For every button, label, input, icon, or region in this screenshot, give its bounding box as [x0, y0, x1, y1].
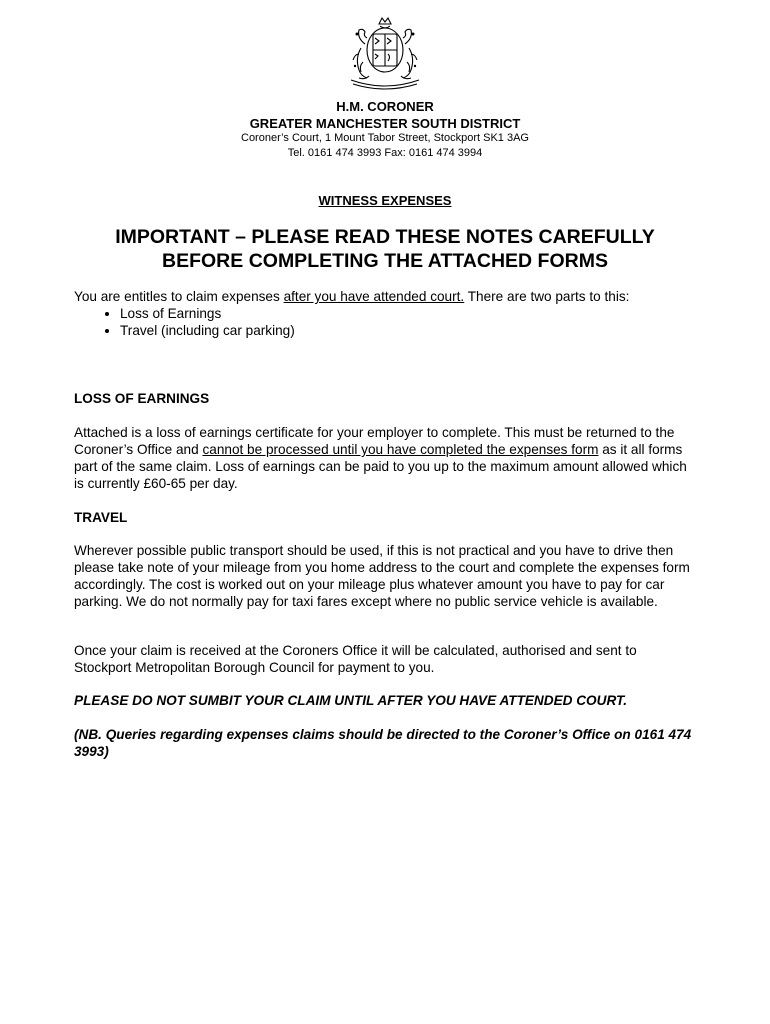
- travel-paragraph: Wherever possible public transport should be used, if this is not practical and you have to drive then please take note of your mileage from you home address to the court and complete the expenses form accordingly. The cost is worked out on your mileage plus whatever amount you have to pay for car parking. We do not normally pay for taxi fares except where no public service vehicle is available.: [74, 543, 690, 609]
- loss-of-earnings-heading: LOSS OF EARNINGS: [74, 391, 210, 406]
- loss-text-2: as it all forms part of the same claim. Loss of earnings can be paid to you up to the maximum amount allowed which is currently £60-65 per day.: [74, 442, 687, 491]
- important-notice-heading: [0, 225, 770, 273]
- intro-paragraph: [74, 288, 694, 339]
- travel-heading: TRAVEL: [74, 510, 128, 525]
- claim-process-paragraph: Once your claim is received at the Coroners Office it will be calculated, authorised and sent to Stockport Metropolitan Borough Council for payment to you.: [74, 643, 637, 675]
- royal-coat-of-arms-icon: [339, 14, 431, 94]
- submission-notice: PLEASE DO NOT SUMBIT YOUR CLAIM UNTIL AFTER YOU HAVE ATTENDED COURT.: [74, 693, 628, 708]
- loss-underlined: cannot be processed until you have completed the expenses form: [202, 442, 599, 457]
- intro-text-1: You are entitles to claim expenses: [74, 289, 284, 304]
- office-title: H.M. CORONER: [336, 99, 434, 114]
- list-item: • Travel (including car parking): [120, 322, 694, 339]
- document-title: WITNESS EXPENSES: [318, 193, 452, 208]
- intro-underlined: after you have attended court.: [283, 289, 465, 304]
- important-line-2: BEFORE COMPLETING THE ATTACHED FORMS: [162, 250, 608, 272]
- important-line-1: IMPORTANT – PLEASE READ THESE NOTES CAREFULLY: [115, 226, 655, 248]
- intro-text-2: There are two parts to this:: [464, 289, 630, 304]
- district-name: GREATER MANCHESTER SOUTH DISTRICT: [249, 116, 521, 131]
- claim-parts-list: [74, 305, 694, 339]
- queries-notice: (NB. Queries regarding expenses claims should be directed to the Coroner’s Office on 0161 474 3993): [74, 727, 692, 759]
- list-item: • Loss of Earnings: [120, 305, 694, 322]
- address-line: Coroner’s Court, 1 Mount Tabor Street, Stockport SK1 3AG: [241, 132, 529, 144]
- loss-text-1: Attached is a loss of earnings certificate for your employer to complete. This must be returned to the Coroner’s Office and: [74, 425, 675, 457]
- phone-line: Tel. 0161 474 3993 Fax: 0161 474 3994: [287, 147, 483, 159]
- loss-of-earnings-paragraph: [74, 424, 694, 492]
